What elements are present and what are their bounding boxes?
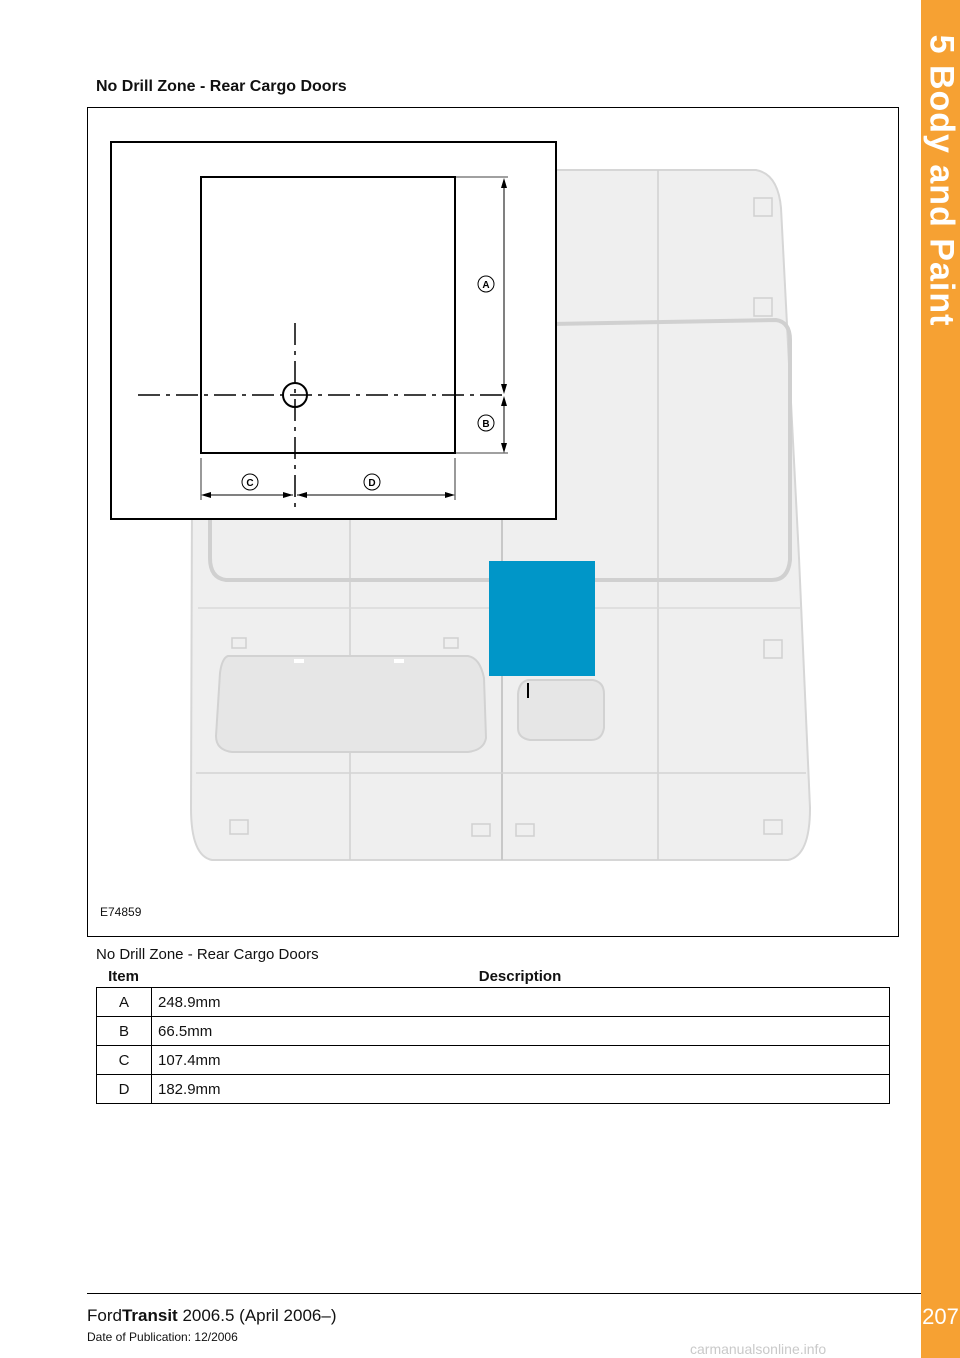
left-door-handle-recess (216, 656, 486, 752)
section-heading: No Drill Zone - Rear Cargo Doors (96, 78, 347, 95)
callout-b: B (482, 419, 490, 430)
header-description: Description (478, 968, 562, 985)
right-door-handle-recess (518, 680, 604, 740)
model-name: Transit (121, 1306, 178, 1325)
table-row (97, 1046, 890, 1075)
table-caption: No Drill Zone - Rear Cargo Doors (96, 946, 319, 963)
table-row (97, 988, 890, 1017)
section-title (921, 0, 960, 360)
publication-date: Date of Publication: 12/2006 (87, 1330, 238, 1344)
row-item: D (97, 1075, 152, 1104)
section-title-text: 5 Body and Paint (922, 34, 960, 326)
row-description: 182.9mm (152, 1075, 890, 1104)
dimension-table (96, 987, 890, 1104)
row-description: 248.9mm (152, 988, 890, 1017)
table-row (97, 1075, 890, 1104)
no-drill-zone (489, 561, 595, 676)
callout-a: A (482, 280, 490, 291)
table-row (97, 1017, 890, 1046)
row-item: A (97, 988, 152, 1017)
callout-c: C (246, 478, 254, 489)
row-description: 107.4mm (152, 1046, 890, 1075)
figure-frame (87, 107, 899, 937)
edition: 2006.5 (April 2006–) (177, 1306, 337, 1325)
brand-name: Ford (87, 1306, 122, 1325)
table-header (96, 968, 889, 988)
header-item: Item (108, 968, 139, 985)
row-item: B (97, 1017, 152, 1046)
figure-id: E74859 (100, 905, 142, 919)
row-item: C (97, 1046, 152, 1075)
rear-doors-illustration (88, 108, 900, 938)
callout-d: D (368, 478, 376, 489)
footer-brand (87, 1306, 337, 1326)
detail-inset (111, 142, 556, 519)
watermark: carmanualsonline.info (690, 1341, 827, 1357)
row-description: 66.5mm (152, 1017, 890, 1046)
page-number: 207 (922, 1304, 959, 1329)
footer-rule (87, 1293, 921, 1294)
